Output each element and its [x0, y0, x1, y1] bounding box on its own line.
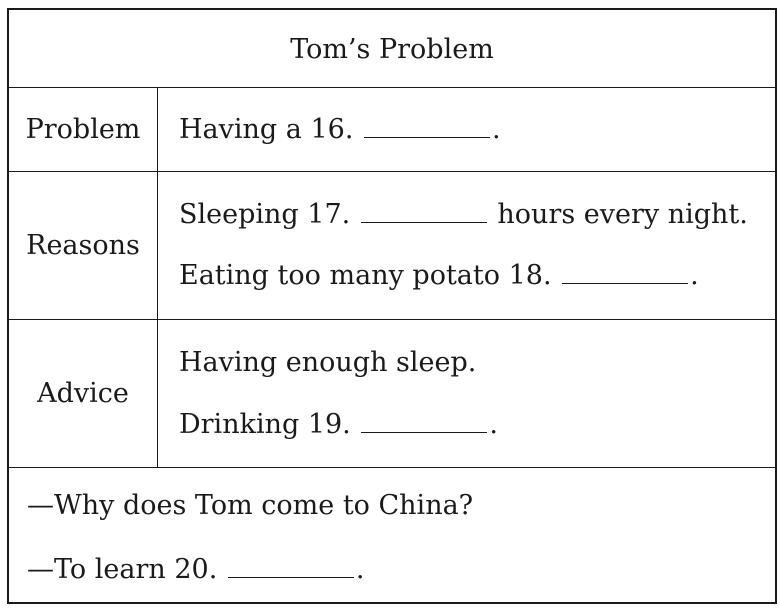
- reasons-line-1-text: Sleeping 17.: [179, 199, 351, 230]
- advice-line-1: Having enough sleep.: [179, 347, 477, 378]
- problem-line-1-after: .: [492, 114, 501, 145]
- answer-line-text: —To learn 20.: [27, 554, 218, 585]
- reasons-line-2-after: .: [690, 260, 699, 291]
- answer-line-after: .: [355, 554, 365, 585]
- advice-line-2-after: .: [489, 409, 498, 440]
- blank-18[interactable]: [562, 261, 688, 284]
- divider: [9, 467, 775, 468]
- worksheet-table: [7, 8, 777, 604]
- divider: [9, 319, 775, 320]
- blank-20[interactable]: [228, 555, 354, 578]
- blank-17[interactable]: [361, 200, 487, 223]
- table-title: Tom’s Problem: [290, 34, 494, 65]
- advice-line-2-text: Drinking 19.: [179, 409, 351, 440]
- reasons-line-1-after: hours every night.: [497, 199, 748, 230]
- blank-16[interactable]: [364, 115, 490, 138]
- problem-line-1-text: Having a 16.: [179, 114, 354, 145]
- reasons-line-2-text: Eating too many potato 18.: [179, 260, 552, 291]
- problem-line-1: [179, 114, 501, 146]
- row-label-advice: Advice: [37, 378, 129, 409]
- column-divider: [157, 87, 158, 467]
- reasons-line-2: [179, 260, 699, 292]
- advice-line-2: [179, 409, 498, 441]
- divider: [9, 171, 775, 172]
- answer-line: [27, 554, 364, 586]
- blank-19[interactable]: [361, 410, 487, 433]
- row-label-reasons: Reasons: [26, 230, 140, 261]
- row-label-problem: Problem: [25, 114, 141, 145]
- reasons-line-1: [179, 199, 748, 231]
- question-line: —Why does Tom come to China?: [27, 490, 474, 521]
- divider: [9, 87, 775, 88]
